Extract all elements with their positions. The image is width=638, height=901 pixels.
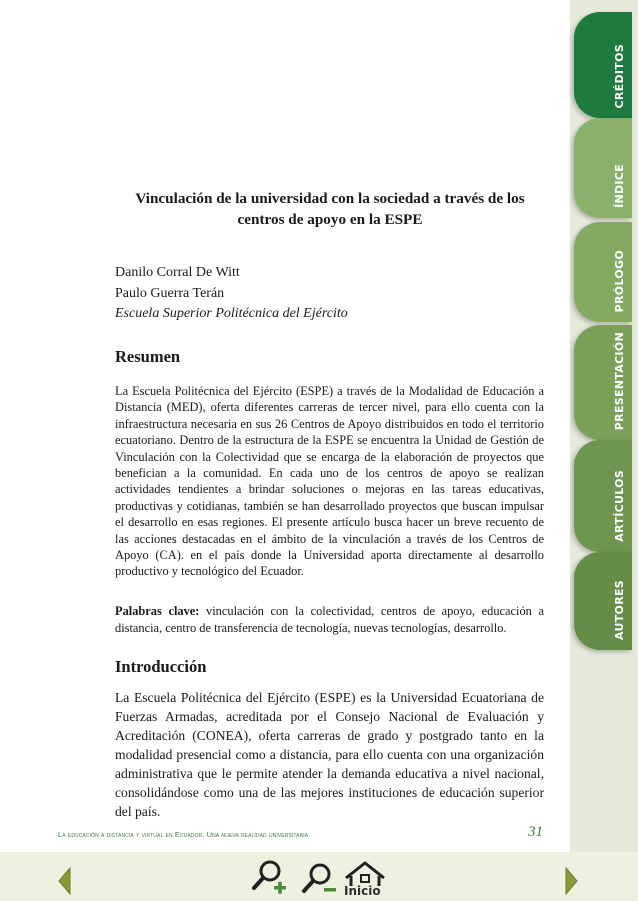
- footer-book-title: La educación a distancia y virtual en Ecuador. Una nueva realidad universitaria: [58, 830, 309, 839]
- author-1: Danilo Corral De Witt: [115, 265, 240, 280]
- previous-page-arrow-icon[interactable]: [56, 866, 72, 896]
- resumen-text: La Escuela Politécnica del Ejército (ESPE) a través de la Modalidad de Educación a Distancia (MED), oferta diferentes carreras de tercer nivel, para ello cuenta con la infraestructura necesaria en sus 26 Centros de Apoyo distribuidos en todo el territorio ecuatoriano. Dentro de la estructura de la ESPE se encuentra la Unidad de Gestión de Vinculación con la Colectividad que se encarga de la elaboración de proyectos que benefician a la comunidad. En cada uno de los centros de apoyo se realizan actividades tendientes a brindar soluciones o mejoras en las tareas educativas, productivas y cotidianas, también se han desarrollado proyectos que buscan impulsar el desarrollo en esas regiones. El presente artículo busca hacer un breve recuento de las acciones destacadas en el ámbito de la vinculación a través de los Centros de Apoyo (CA). en el país donde la Universidad aporta directamente al desarrollo productivo y tecnológico del Ecuador.: [115, 384, 544, 579]
- tab-articulos-label: ARTÍCULOS: [613, 470, 626, 542]
- resumen-heading: Resumen: [115, 347, 181, 366]
- zoom-out-icon[interactable]: [300, 862, 338, 896]
- title-line-1: Vinculación de la universidad con la sociedad a través de los: [135, 190, 525, 207]
- tab-autores[interactable]: [574, 552, 632, 650]
- keywords: [115, 603, 544, 637]
- tab-presentacion-label: PRESENTACIÓN: [613, 331, 626, 430]
- authors-block: [115, 263, 348, 325]
- tab-creditos-label: CRÉDITOS: [613, 43, 626, 108]
- tab-autores-label: AUTORES: [613, 580, 626, 640]
- tab-prologo[interactable]: [574, 222, 632, 322]
- title-line-2: centros de apoyo en la ESPE: [237, 211, 423, 228]
- page-number: 31: [528, 824, 543, 840]
- zoom-in-icon[interactable]: [250, 858, 288, 896]
- author-2: Paulo Guerra Terán: [115, 285, 225, 301]
- tab-articulos[interactable]: [574, 440, 632, 552]
- tab-indice[interactable]: [574, 118, 632, 218]
- tab-creditos[interactable]: [574, 12, 632, 118]
- keywords-text: vinculación con la colectividad, centros de apoyo, educación a distancia, centro de transferencia de tecnología, nuevas tecnologías, desarrollo.: [115, 604, 544, 635]
- keywords-label: Palabras clave:: [115, 604, 200, 618]
- intro-heading: Introducción: [115, 657, 207, 676]
- tab-presentacion[interactable]: [574, 325, 632, 440]
- side-tabs: [570, 0, 638, 852]
- intro-text: La Escuela Politécnica del Ejército (ESPE) es la Universidad Ecuatoriana de Fuerzas Armadas, acreditada por el Consejo Nacional de Evaluación y Acreditación (CONEA), oferta carreras de grado y postgrado tanto en la modalidad presencial como a distancia, para ello cuenta con una organización administrativa que le permite atender la demanda educativa a nivel nacional, consolidándose como una de las mejores instituciones de educación superior del país.: [115, 690, 544, 819]
- article-title: [110, 188, 550, 230]
- home-label[interactable]: Inicio: [344, 884, 381, 898]
- next-page-arrow-icon[interactable]: [564, 866, 580, 896]
- tab-prologo-label: PRÓLOGO: [613, 249, 626, 312]
- institution: Escuela Superior Politécnica del Ejército: [115, 306, 348, 321]
- tab-indice-label: ÍNDICE: [613, 164, 626, 208]
